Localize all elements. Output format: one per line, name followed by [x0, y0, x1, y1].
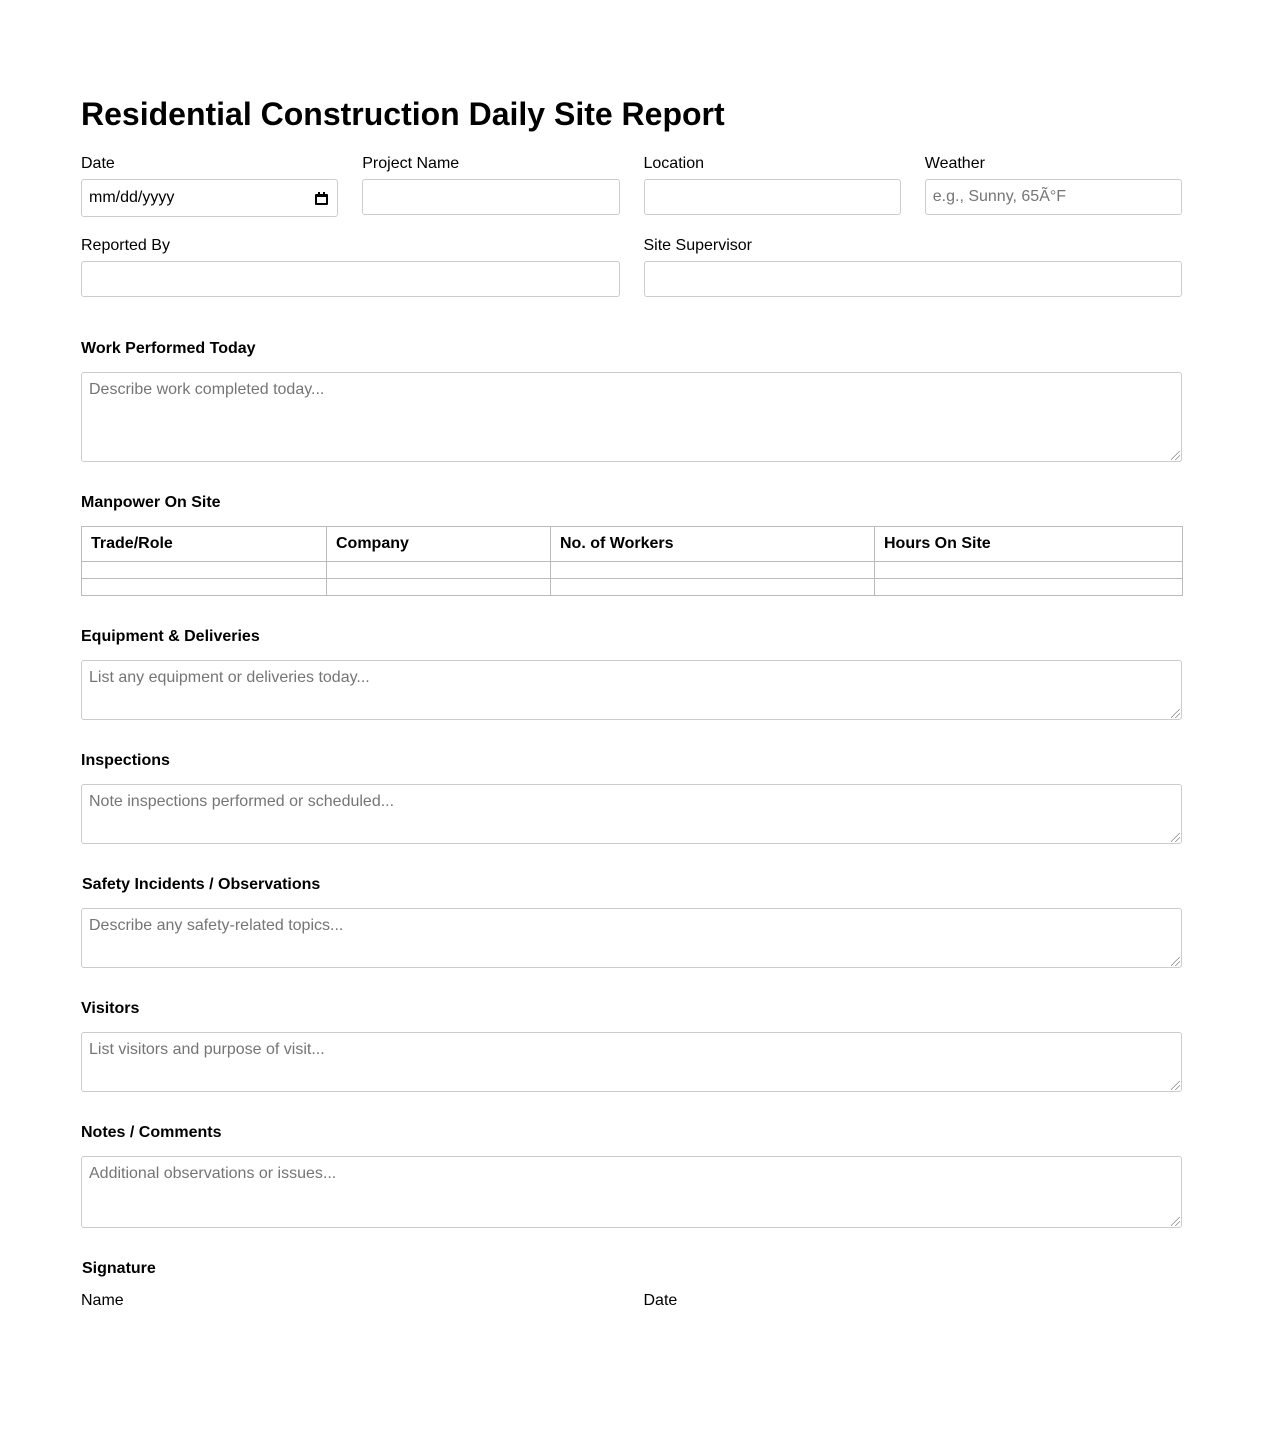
resize-handle-icon[interactable] [1171, 451, 1180, 460]
safety-placeholder: Describe any safety-related topics... [89, 917, 344, 934]
visitors-placeholder: List visitors and purpose of visit... [89, 1041, 325, 1058]
resize-handle-icon[interactable] [1171, 1081, 1180, 1090]
site-supervisor-input[interactable] [644, 261, 1183, 297]
resize-handle-icon[interactable] [1171, 709, 1180, 718]
report-form [81, 94, 1182, 1309]
table-cell[interactable] [551, 562, 875, 579]
weather-field [925, 155, 1182, 217]
table-cell[interactable] [875, 562, 1183, 579]
header-row-1 [81, 155, 1182, 217]
site-supervisor-label: Site Supervisor [643, 237, 752, 254]
column-header-trade-role: Trade/Role [82, 527, 327, 562]
date-label: Date [81, 155, 115, 172]
table-row [82, 562, 1183, 579]
inspections-textarea[interactable] [81, 784, 1182, 844]
notes-textarea[interactable] [81, 1156, 1182, 1228]
resize-handle-icon[interactable] [1171, 957, 1180, 966]
manpower-table [81, 526, 1183, 596]
table-cell[interactable] [551, 579, 875, 596]
work-performed-textarea[interactable] [81, 372, 1182, 462]
signature-date-field [644, 1292, 1183, 1310]
safety-textarea[interactable] [81, 908, 1182, 968]
table-row [82, 579, 1183, 596]
signature-row [81, 1292, 1182, 1310]
manpower-section [81, 494, 1182, 596]
location-field [644, 155, 901, 217]
weather-input[interactable] [925, 179, 1182, 215]
resize-handle-icon[interactable] [1171, 1217, 1180, 1226]
work-performed-section [81, 340, 1182, 462]
inspections-placeholder: Note inspections performed or scheduled... [89, 793, 395, 810]
calendar-icon[interactable] [315, 192, 328, 205]
safety-section [81, 876, 1182, 968]
visitors-textarea[interactable] [81, 1032, 1182, 1092]
table-header-row [82, 527, 1183, 562]
equipment-placeholder: List any equipment or deliveries today... [89, 669, 370, 686]
visitors-heading: Visitors [81, 1000, 140, 1017]
signature-name-field [81, 1292, 620, 1310]
reported-by-field [81, 237, 620, 297]
table-cell[interactable] [875, 579, 1183, 596]
equipment-textarea[interactable] [81, 660, 1182, 720]
column-header-company: Company [327, 527, 551, 562]
weather-placeholder: e.g., Sunny, 65Ã°F [932, 188, 1067, 205]
manpower-heading: Manpower On Site [81, 494, 221, 511]
weather-label: Weather [924, 155, 985, 172]
project-name-label: Project Name [362, 155, 460, 172]
table-cell[interactable] [82, 562, 327, 579]
inspections-heading: Inspections [81, 752, 170, 769]
work-performed-placeholder: Describe work completed today... [89, 381, 325, 398]
inspections-section [81, 752, 1182, 844]
signature-name-label: Name [81, 1292, 124, 1309]
column-header-no-of-workers: No. of Workers [551, 527, 875, 562]
visitors-section [81, 1000, 1182, 1092]
header-row-2 [81, 237, 1182, 297]
table-cell[interactable] [82, 579, 327, 596]
page-title: Residential Construction Daily Site Report [81, 96, 725, 132]
notes-section [81, 1124, 1182, 1228]
location-input[interactable] [644, 179, 901, 215]
signature-section [81, 1260, 1182, 1310]
location-label: Location [643, 155, 704, 172]
date-input[interactable] [81, 179, 338, 217]
reported-by-label: Reported By [81, 237, 170, 254]
equipment-heading: Equipment & Deliveries [81, 628, 260, 645]
work-performed-heading: Work Performed Today [81, 340, 256, 357]
table-cell[interactable] [327, 562, 551, 579]
reported-by-input[interactable] [81, 261, 620, 297]
project-name-field [362, 155, 619, 217]
safety-heading: Safety Incidents / Observations [82, 876, 321, 893]
project-name-input[interactable] [362, 179, 619, 215]
notes-placeholder: Additional observations or issues... [89, 1165, 337, 1182]
date-field [81, 155, 338, 217]
column-header-hours-on-site: Hours On Site [875, 527, 1183, 562]
site-supervisor-field [644, 237, 1183, 297]
equipment-section [81, 628, 1182, 720]
notes-heading: Notes / Comments [81, 1124, 222, 1141]
date-input-value: mm/dd/yyyy [89, 189, 175, 206]
signature-date-label: Date [643, 1292, 678, 1309]
table-cell[interactable] [327, 579, 551, 596]
signature-heading: Signature [82, 1260, 156, 1277]
resize-handle-icon[interactable] [1171, 833, 1180, 842]
